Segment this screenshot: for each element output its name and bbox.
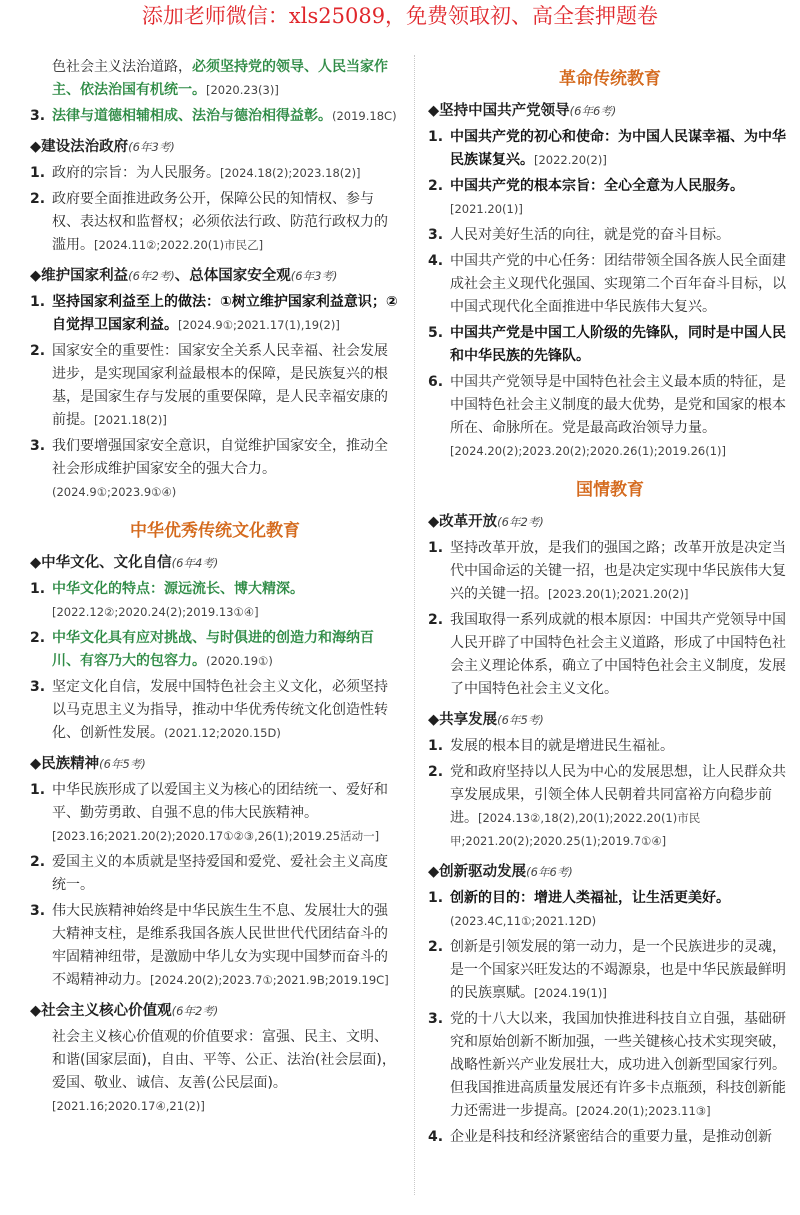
item-text: 中华文化的特点：源远流长、博大精深。	[52, 581, 304, 597]
subsection-title	[30, 552, 400, 574]
list-item	[428, 609, 792, 701]
exam-ref: [2024.20(1);2023.11③]	[576, 1104, 711, 1118]
title-text: ◆民族精神	[30, 756, 100, 772]
list-item	[30, 900, 400, 992]
list-item	[428, 887, 792, 933]
paragraph	[30, 1026, 400, 1118]
column-divider	[414, 55, 415, 1195]
promo-banner: 添加老师微信：xls25089，免费领取初、高全套押题卷	[141, 4, 659, 28]
item-number: 2.	[428, 178, 444, 194]
item-text: 国家安全的重要性：国家安全关系人民幸福、社会发展进步，是实现国家利益最根本的保障，是民族复兴的根基，是国家生存与发展的重要保障，是人民幸福安康的前提。	[52, 343, 388, 428]
list-item	[428, 322, 792, 368]
item-number: 2.	[30, 854, 46, 870]
list-item	[30, 340, 400, 432]
item-text: 企业是科技和经济紧密结合的重要力量，是推动创新	[450, 1129, 772, 1145]
exam-ref: [2024.19(1)]	[534, 986, 607, 1000]
exam-ref: (2021.12;2020.15D)	[164, 726, 281, 740]
list-item	[30, 627, 400, 673]
subsection-title	[30, 265, 400, 287]
list-item	[30, 105, 400, 128]
exam-ref: [2021.16;2020.17④,21(2)]	[52, 1099, 205, 1113]
exam-count: (6年2考)	[128, 269, 175, 283]
item-number: 2.	[30, 343, 46, 359]
subsection-title	[30, 136, 400, 158]
key-phrase: 必须坚持党的领导、人民当家作主、依法治国有机统一。	[52, 59, 388, 98]
list-item	[428, 126, 792, 172]
item-text: 中国共产党的初心和使命：为中国人民谋幸福、为中华民族谋复兴。	[450, 129, 786, 168]
item-text: 中国共产党领导是中国特色社会主义最本质的特征，是中国特色社会主义制度的最大优势，是党和国家的根本所在、命脉所在。党是最高政治领导力量。	[450, 374, 786, 436]
subsection-title	[30, 753, 400, 775]
exam-count: (6年6考)	[569, 104, 617, 118]
item-text: 人民对美好生活的向往，就是党的奋斗目标。	[450, 227, 730, 243]
list-item	[30, 291, 400, 337]
item-text: 我们要增强国家安全意识，自觉维护国家安全，推动全社会形成维护国家安全的强大合力。	[52, 438, 388, 477]
exam-ref: [2022.20(2)]	[534, 153, 607, 167]
item-number: 3.	[30, 679, 46, 695]
exam-count: (6年3考)	[290, 269, 338, 283]
item-number: 1.	[428, 129, 444, 145]
exam-count: (6年4考)	[171, 556, 219, 570]
item-text: 中国共产党是中国工人阶级的先锋队，同时是中国人民和中华民族的先锋队。	[450, 325, 786, 364]
item-number: 4.	[428, 253, 444, 269]
item-text: 党和政府坚持以人民为中心的发展思想，让人民群众共享发展成果，引领全体人民朝着共同富裕方向稳步前进。	[450, 764, 786, 826]
exam-ref: [2022.12②;2020.24(2);2019.13①④]	[52, 605, 259, 619]
title-text: 、总体国家安全观	[174, 268, 291, 284]
item-number: 3.	[30, 903, 46, 919]
list-item	[30, 578, 400, 624]
item-number: 2.	[428, 612, 444, 628]
exam-count: (6年6考)	[526, 865, 573, 879]
item-number: 1.	[428, 738, 444, 754]
item-text: 政府要全面推进政务公开，保障公民的知情权、参与权、表达权和监督权；必须依法行政、防范行政权力的滥用。	[52, 191, 388, 253]
subsection-title	[428, 511, 792, 533]
item-text: 发展的根本目的就是增进民生福祉。	[450, 738, 674, 754]
item-number: 1.	[30, 165, 46, 181]
item-text: 中华文化具有应对挑战、与时俱进的创造力和海纳百川、有容乃大的包容力。	[52, 630, 374, 669]
exam-count: (6年5考)	[497, 713, 544, 727]
key-phrase: 法律与道德相辅相成、法治与德治相得益彰。	[52, 108, 332, 124]
exam-count: (6年3考)	[128, 140, 175, 154]
exam-count: (6年2考)	[171, 1004, 219, 1018]
list-item	[30, 851, 400, 897]
item-number: 1.	[428, 540, 444, 556]
item-text: 创新的目的：增进人类福祉，让生活更美好。	[450, 890, 730, 906]
text: 色社会主义法治道路，	[52, 59, 192, 75]
item-text: 中国共产党的根本宗旨：全心全意为人民服务。	[450, 178, 744, 194]
exam-ref: [2024.13②,18(2),20(1);2022.20(1)市民甲;2021.20(2);2020.25(1);2019.7①④]	[450, 811, 701, 848]
title-text: ◆维护国家利益	[30, 268, 129, 284]
exam-ref: [2024.20(2);2023.20(2);2020.26(1);2019.26(1)]	[450, 444, 726, 458]
exam-ref: (2020.19①)	[206, 654, 273, 668]
item-text: 伟大民族精神始终是中华民族生生不息、发展壮大的强大精神支柱，是维系我国各族人民世世代代团结奋斗的牢固精神纽带，是激励中华儿女为实现中国梦而奋斗的不竭精神动力。	[52, 903, 388, 988]
item-text: 爱国主义的本质就是坚持爱国和爱党、爱社会主义高度统一。	[52, 854, 388, 893]
item-number: 3.	[30, 438, 46, 454]
item-number: 1.	[30, 782, 46, 798]
title-text: ◆建设法治政府	[30, 139, 129, 155]
list-item	[428, 735, 792, 758]
subsection-title	[428, 861, 792, 883]
item-number: 6.	[428, 374, 444, 390]
exam-ref: [2023.20(1);2021.20(2)]	[548, 587, 689, 601]
item-number: 3.	[428, 1011, 444, 1027]
item-number: 5.	[428, 325, 444, 341]
item-number: 1.	[428, 890, 444, 906]
list-item	[428, 224, 792, 247]
title-text: ◆中华文化、文化自信	[30, 555, 172, 571]
item-text: 中国共产党的中心任务：团结带领全国各族人民全面建成社会主义现代化强国、实现第二个百年奋斗目标，以中国式现代化全面推进中华民族伟大复兴。	[450, 253, 786, 315]
list-item	[30, 676, 400, 745]
section-title: 革命传统教育	[559, 69, 661, 89]
title-text: ◆改革开放	[428, 514, 498, 530]
list-item	[428, 1126, 792, 1149]
exam-ref: [2024.11②;2022.20(1)市民乙]	[94, 238, 264, 252]
item-text: 坚持国家利益至上的做法：①树立维护国家利益意识；②自觉捍卫国家利益。	[52, 294, 398, 333]
item-text: 党的十八大以来，我国加快推进科技自立自强，基础研究和原始创新不断加强，一些关键核心技术实现突破，战略性新兴产业发展壮大，成功进入创新型国家行列。但我国推进高质量发展还有许多卡点瓶颈，科技创新能力还需进一步提高。	[450, 1011, 786, 1119]
exam-ref: [2021.20(1)]	[450, 202, 523, 216]
list-item	[428, 1008, 792, 1123]
item-number: 1.	[30, 294, 46, 310]
exam-ref: (2019.18C)	[332, 109, 397, 123]
exam-ref: [2024.18(2);2023.18(2)]	[220, 166, 361, 180]
item-number: 3.	[428, 227, 444, 243]
item-text: 中华民族形成了以爱国主义为核心的团结统一、爱好和平、勤劳勇敢、自强不息的伟大民族精神。	[52, 782, 388, 821]
exam-ref: [2024.9①;2021.17(1),19(2)]	[178, 318, 340, 332]
list-item	[428, 175, 792, 221]
title-text: ◆共享发展	[428, 712, 498, 728]
item-text: 坚定文化自信，发展中国特色社会主义文化，必须坚持以马克思主义为指导，推动中华优秀传统文化创造性转化、创新性发展。	[52, 679, 388, 741]
subsection-title	[30, 1000, 400, 1022]
item-number: 3.	[30, 108, 46, 124]
right-column	[428, 52, 792, 1152]
item-number: 2.	[428, 939, 444, 955]
exam-count: (6年2考)	[497, 515, 544, 529]
subsection-title	[428, 709, 792, 731]
list-item	[428, 761, 792, 853]
exam-ref: [2020.23(3)]	[206, 83, 279, 97]
exam-count: (6年5考)	[99, 757, 146, 771]
continued-paragraph	[30, 56, 400, 102]
list-item	[30, 162, 400, 185]
section-title: 国情教育	[576, 480, 644, 500]
item-text: 坚持改革开放，是我们的强国之路；改革开放是决定当代中国命运的关键一招，也是决定实现中华民族伟大复兴的关键一招。	[450, 540, 786, 602]
list-item	[30, 435, 400, 504]
subsection-title	[428, 100, 792, 122]
item-number: 2.	[30, 191, 46, 207]
paragraph-text: 社会主义核心价值观的价值要求：富强、民主、文明、和谐(国家层面)，自由、平等、公正、法治(社会层面)，爱国、敬业、诚信、友善(公民层面)。	[52, 1029, 396, 1091]
item-text: 我国取得一系列成就的根本原因：中国共产党领导中国人民开辟了中国特色社会主义道路，形成了中国特色社会主义理论体系，确立了中国特色社会主义制度，发展了中国特色社会主义文化。	[450, 612, 786, 697]
list-item	[428, 250, 792, 319]
item-text: 创新是引领发展的第一动力，是一个民族进步的灵魂，是一个国家兴旺发达的不竭源泉，也是中华民族最鲜明的民族禀赋。	[450, 939, 786, 1001]
title-text: ◆社会主义核心价值观	[30, 1003, 172, 1019]
item-number: 1.	[30, 581, 46, 597]
exam-ref: (2024.9①;2023.9①④)	[52, 485, 177, 499]
left-column	[30, 52, 400, 1121]
list-item	[30, 188, 400, 257]
item-number: 2.	[428, 764, 444, 780]
list-item	[428, 936, 792, 1005]
item-number: 2.	[30, 630, 46, 646]
list-item	[428, 537, 792, 606]
list-item	[428, 371, 792, 463]
exam-ref: [2024.20(2);2023.7①;2021.9B;2019.19C]	[150, 973, 389, 987]
title-text: ◆坚持中国共产党领导	[428, 103, 570, 119]
section-title: 中华优秀传统文化教育	[130, 521, 300, 541]
exam-ref: [2023.16;2021.20(2);2020.17①②③,26(1);2019.25活动一]	[52, 829, 380, 843]
exam-ref: [2021.18(2)]	[94, 413, 167, 427]
item-text: 政府的宗旨：为人民服务。	[52, 165, 220, 181]
exam-ref: (2023.4C,11①;2021.12D)	[450, 914, 597, 928]
item-number: 4.	[428, 1129, 444, 1145]
title-text: ◆创新驱动发展	[428, 864, 527, 880]
list-item	[30, 779, 400, 848]
